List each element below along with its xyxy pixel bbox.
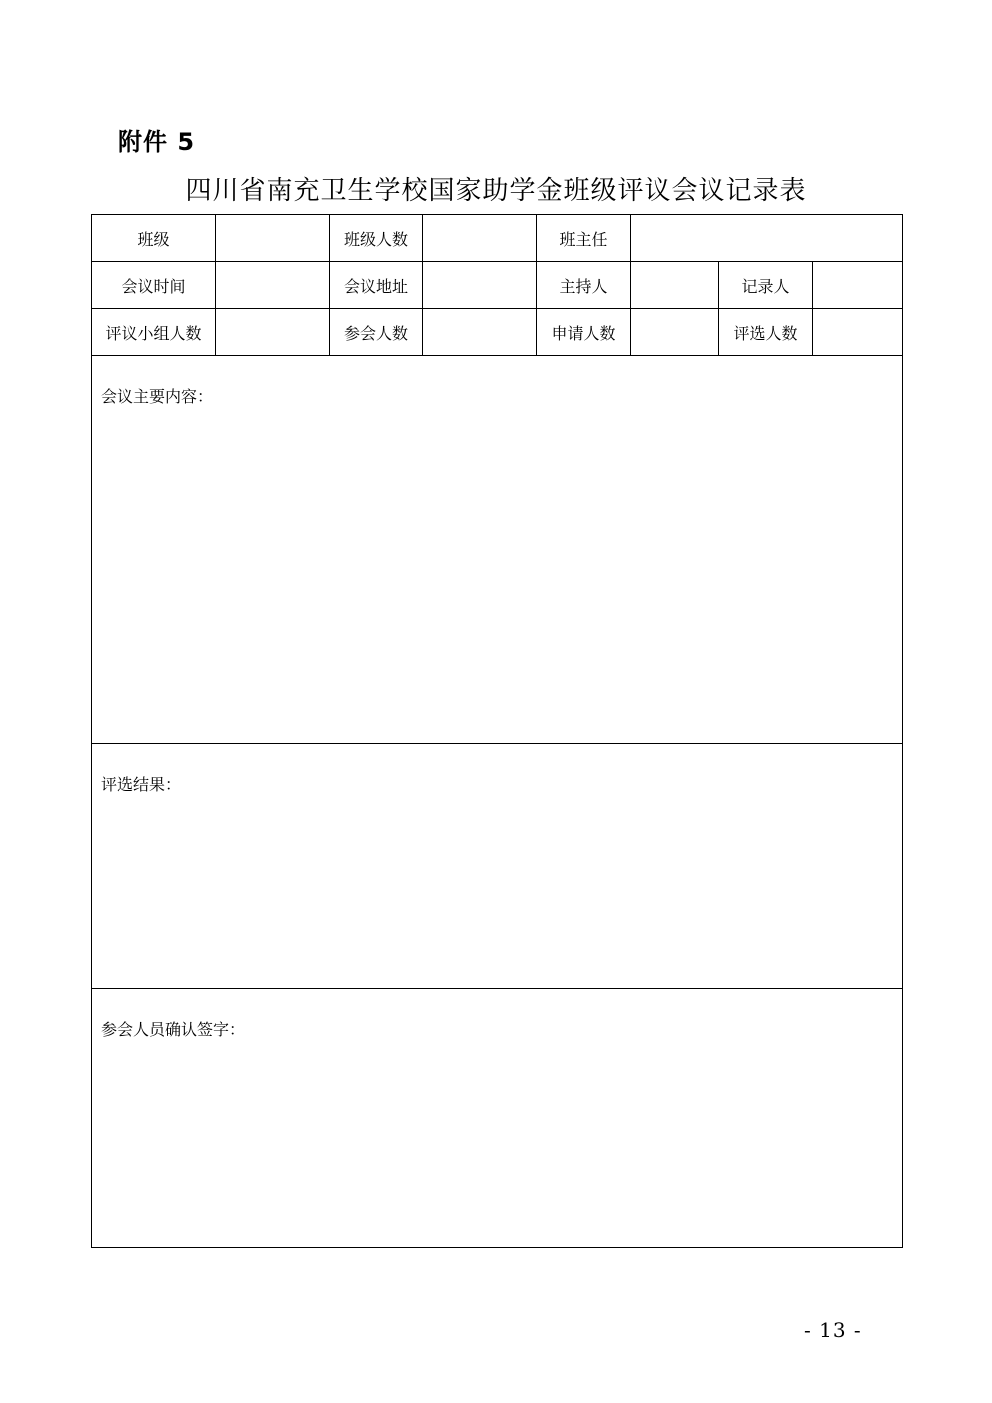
class-value-cell[interactable]: [216, 215, 330, 262]
table-row: [92, 309, 903, 356]
selection-result-label: 评选结果：: [101, 775, 182, 794]
selection-result-row: [92, 744, 903, 989]
head-teacher-label: 班主任: [537, 215, 631, 262]
signature-row: [92, 989, 903, 1248]
record-form-table: [91, 214, 903, 1248]
selected-value-cell[interactable]: [813, 309, 903, 356]
selected-label: 评选人数: [719, 309, 813, 356]
form-title: 四川省南充卫生学校国家助学金班级评议会议记录表: [185, 176, 807, 206]
class-label: 班级: [92, 215, 216, 262]
applicants-label: 申请人数: [537, 309, 631, 356]
selection-result-cell[interactable]: [92, 744, 903, 989]
class-size-label: 班级人数: [330, 215, 423, 262]
meeting-location-label: 会议地址: [330, 262, 423, 309]
attachment-label: 附件 5: [118, 128, 196, 156]
attendees-value-cell[interactable]: [423, 309, 537, 356]
meeting-location-value-cell[interactable]: [423, 262, 537, 309]
applicants-value-cell[interactable]: [631, 309, 719, 356]
host-label: 主持人: [537, 262, 631, 309]
class-size-value-cell[interactable]: [423, 215, 537, 262]
meeting-content-cell[interactable]: [92, 356, 903, 744]
table-row: [92, 262, 903, 309]
meeting-content-row: [92, 356, 903, 744]
table-row: [92, 215, 903, 262]
meeting-time-label: 会议时间: [92, 262, 216, 309]
signature-label: 参会人员确认签字：: [101, 1020, 246, 1039]
attendees-label: 参会人数: [330, 309, 423, 356]
head-teacher-value-cell[interactable]: [631, 215, 903, 262]
recorder-value-cell[interactable]: [813, 262, 903, 309]
recorder-label: 记录人: [719, 262, 813, 309]
committee-size-value-cell[interactable]: [216, 309, 330, 356]
meeting-time-value-cell[interactable]: [216, 262, 330, 309]
signature-cell[interactable]: [92, 989, 903, 1248]
page-number: - 13 -: [804, 1318, 862, 1342]
host-value-cell[interactable]: [631, 262, 719, 309]
meeting-content-label: 会议主要内容：: [101, 387, 214, 406]
committee-size-label: 评议小组人数: [92, 309, 216, 356]
